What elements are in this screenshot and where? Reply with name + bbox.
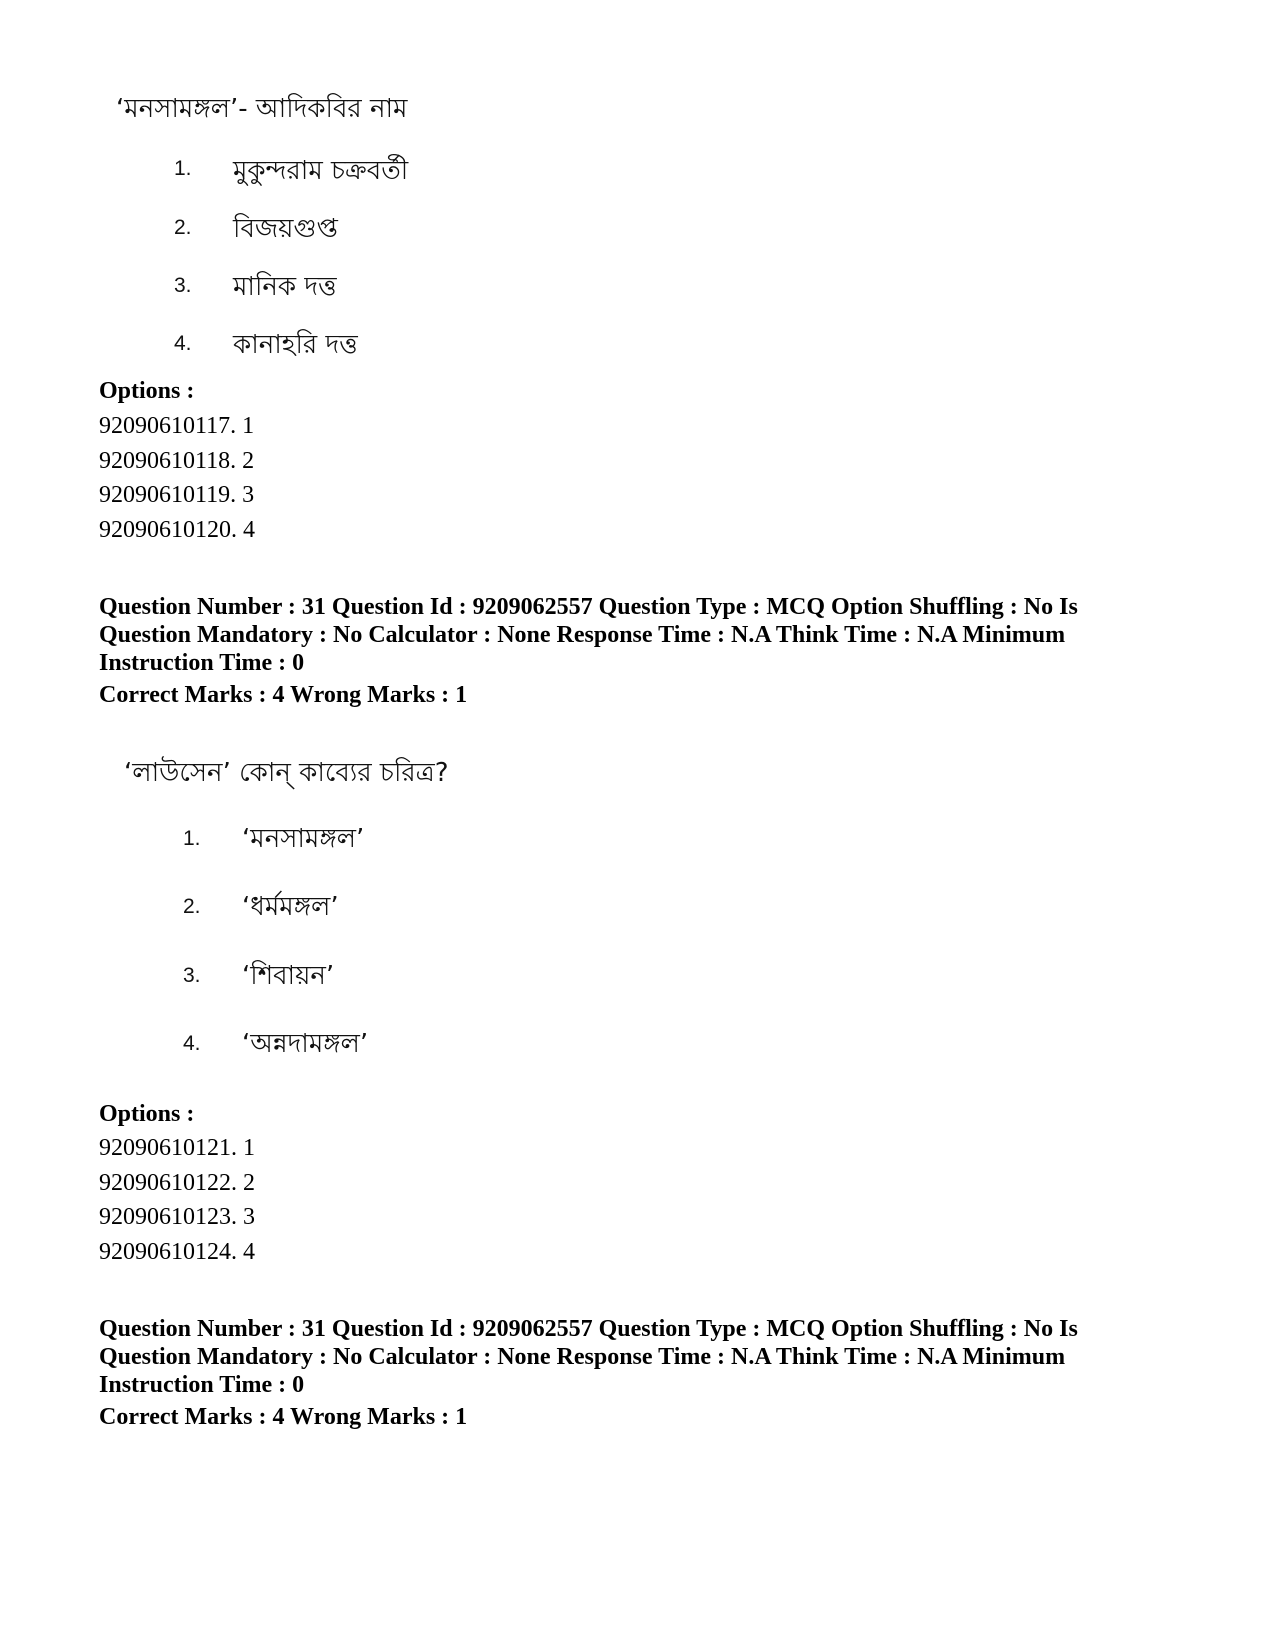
option-id-item: 92090610124. 4: [99, 1238, 255, 1265]
image-option-number: 3.: [183, 964, 201, 987]
image-option-text: ‘ধর্মমঙ্গল’: [242, 892, 339, 922]
image-option-text: ‘মনসামঙ্গল’: [242, 824, 365, 854]
question-meta-line: Question Mandatory : No Calculator : None Response Time : N.A Think Time : N.A Minimum: [99, 1344, 1066, 1370]
question-meta-line: Question Mandatory : No Calculator : None Response Time : N.A Think Time : N.A Minimum: [99, 622, 1066, 648]
image-option-text: মুকুন্দরাম চক্রবর্তী: [233, 156, 409, 186]
options-label: Options :: [99, 378, 195, 404]
option-id-item: 92090610123. 3: [99, 1204, 255, 1230]
question-meta: [99, 1315, 1159, 1399]
marks-line: Correct Marks : 4 Wrong Marks : 1: [99, 682, 468, 708]
marks-line: Correct Marks : 4 Wrong Marks : 1: [99, 1404, 468, 1430]
image-option-number: 2.: [174, 216, 192, 239]
question-text-a: ‘মনসামঙ্গল’- আদিকবির নাম: [116, 94, 408, 124]
question-meta-line: Instruction Time : 0: [99, 650, 305, 676]
image-option-number: 1.: [174, 157, 192, 180]
option-id-item: 92090610121. 1: [99, 1135, 255, 1161]
option-id-item: 92090610119. 3: [99, 482, 255, 508]
image-option-text: মানিক দত্ত: [233, 272, 337, 302]
image-option-text: বিজয়গুপ্ত: [233, 214, 338, 244]
image-option-number: 4.: [174, 332, 192, 355]
image-option-number: 4.: [183, 1032, 201, 1055]
image-option-text: ‘অন্নদামঙ্গল’: [242, 1029, 369, 1059]
question-meta-line: Question Number : 31 Question Id : 9209062557 Question Type : MCQ Option Shuffling : No Is: [99, 594, 1078, 620]
question-meta-line: Question Number : 31 Question Id : 9209062557 Question Type : MCQ Option Shuffling : No Is: [99, 1316, 1078, 1342]
option-id-item: 92090610122. 2: [99, 1169, 255, 1196]
image-option-text: ‘শিবায়ন’: [242, 961, 335, 991]
image-option-number: 1.: [183, 827, 201, 850]
option-id-item: 92090610120. 4: [99, 516, 255, 543]
options-label: Options :: [99, 1101, 195, 1127]
option-id-item: 92090610118. 2: [99, 447, 255, 474]
option-id-item: 92090610117. 1: [99, 413, 255, 439]
question-text-b: ‘লাউসেন’ কোন্ কাব্যের চরিত্র?: [124, 758, 449, 788]
question-meta-line: Instruction Time : 0: [99, 1372, 305, 1398]
option-id-list: [99, 1131, 255, 1269]
image-option-text: কানাহরি দত্ত: [233, 330, 358, 360]
image-option-number: 3.: [174, 274, 192, 297]
image-option-number: 2.: [183, 895, 201, 918]
